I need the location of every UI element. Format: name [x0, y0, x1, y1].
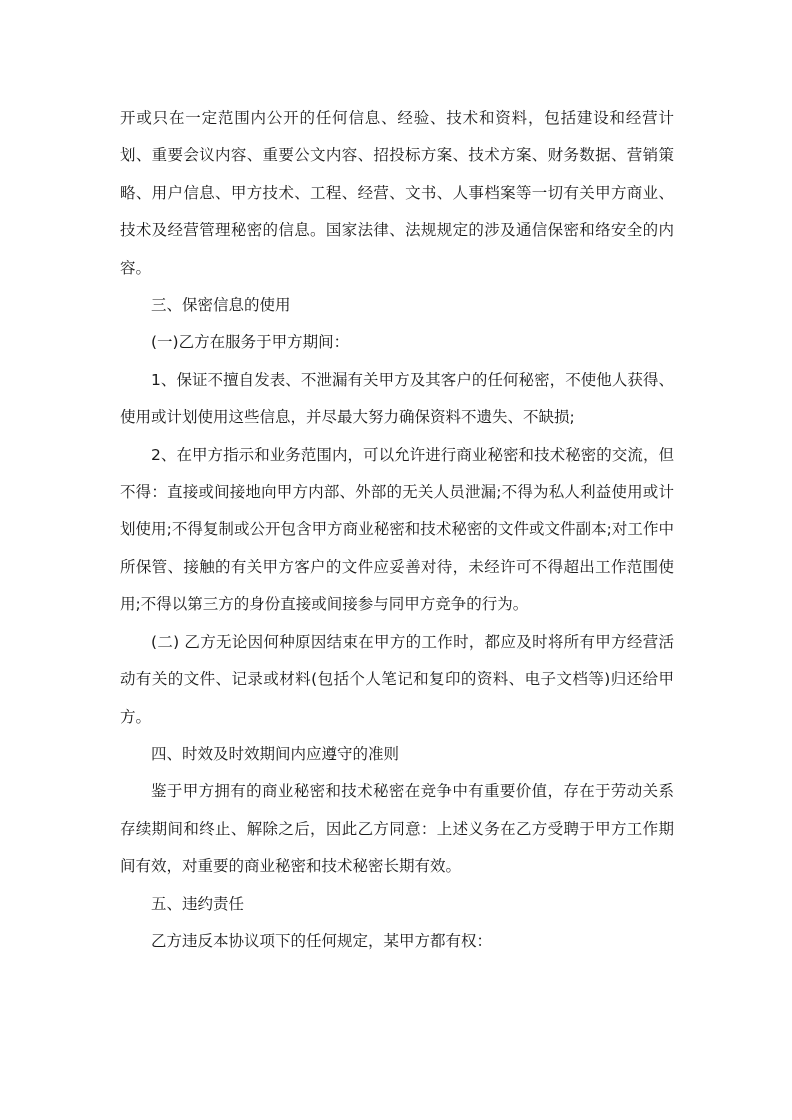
paragraph-return-materials: (二) 乙方无论因何种原因结束在甲方的工作时，都应及时将所有甲方经营活动有关的文件、记录或材料(包括个人笔记和复印的资料、电子文档等)归还给甲方。	[120, 632, 674, 726]
paragraph-breach-rights: 乙方违反本协议项下的任何规定，某甲方都有权：	[151, 931, 493, 950]
paragraph-item-1: 1、保证不擅自发表、不泄漏有关甲方及其客户的任何秘密，不使他人获得、使用或计划使用这些信息，并尽最大努力确保资料不遗失、不缺损;	[120, 370, 674, 427]
paragraph-item-2: 2、在甲方指示和业务范围内，可以允许进行商业秘密和技术秘密的交流，但不得：直接或间接地向甲方内部、外部的无关人员泄漏;不得为私人利益使用或计划使用;不得复制或公开包含甲方商业秘密和技术秘密的文件或文件副本;对工作中所保管、接触的有关甲方客户的文件应妥善对待，未经许可不得超出工作范围使用;不得以第三方的身份直接或间接参与同甲方竞争的行为。	[120, 445, 674, 614]
paragraph-confidential-scope: 开或只在一定范围内公开的任何信息、经验、技术和资料，包括建设和经营计划、重要会议内容、重要公文内容、招投标方案、技术方案、财务数据、营销策略、用户信息、甲方技术、工程、经营、文书、人事档案等一切有关甲方商业、技术及经营管理秘密的信息。国家法律、法规规定的涉及通信保密和络安全的内容。	[120, 109, 674, 277]
paragraph-validity: 鉴于甲方拥有的商业秘密和技术秘密在竞争中有重要价值，存在于劳动关系存续期间和终止、解除之后，因此乙方同意：上述义务在乙方受聘于甲方工作期间有效，对重要的商业秘密和技术秘密长期有效。	[120, 782, 674, 876]
heading-section-4: 四、时效及时效期间内应遵守的准则	[151, 744, 400, 763]
heading-section-5: 五、违约责任	[151, 894, 245, 913]
document-body	[120, 100, 674, 960]
heading-section-3: 三、保密信息的使用	[151, 296, 291, 315]
subheading-during-service: (一)乙方在服务于甲方期间：	[151, 333, 350, 352]
